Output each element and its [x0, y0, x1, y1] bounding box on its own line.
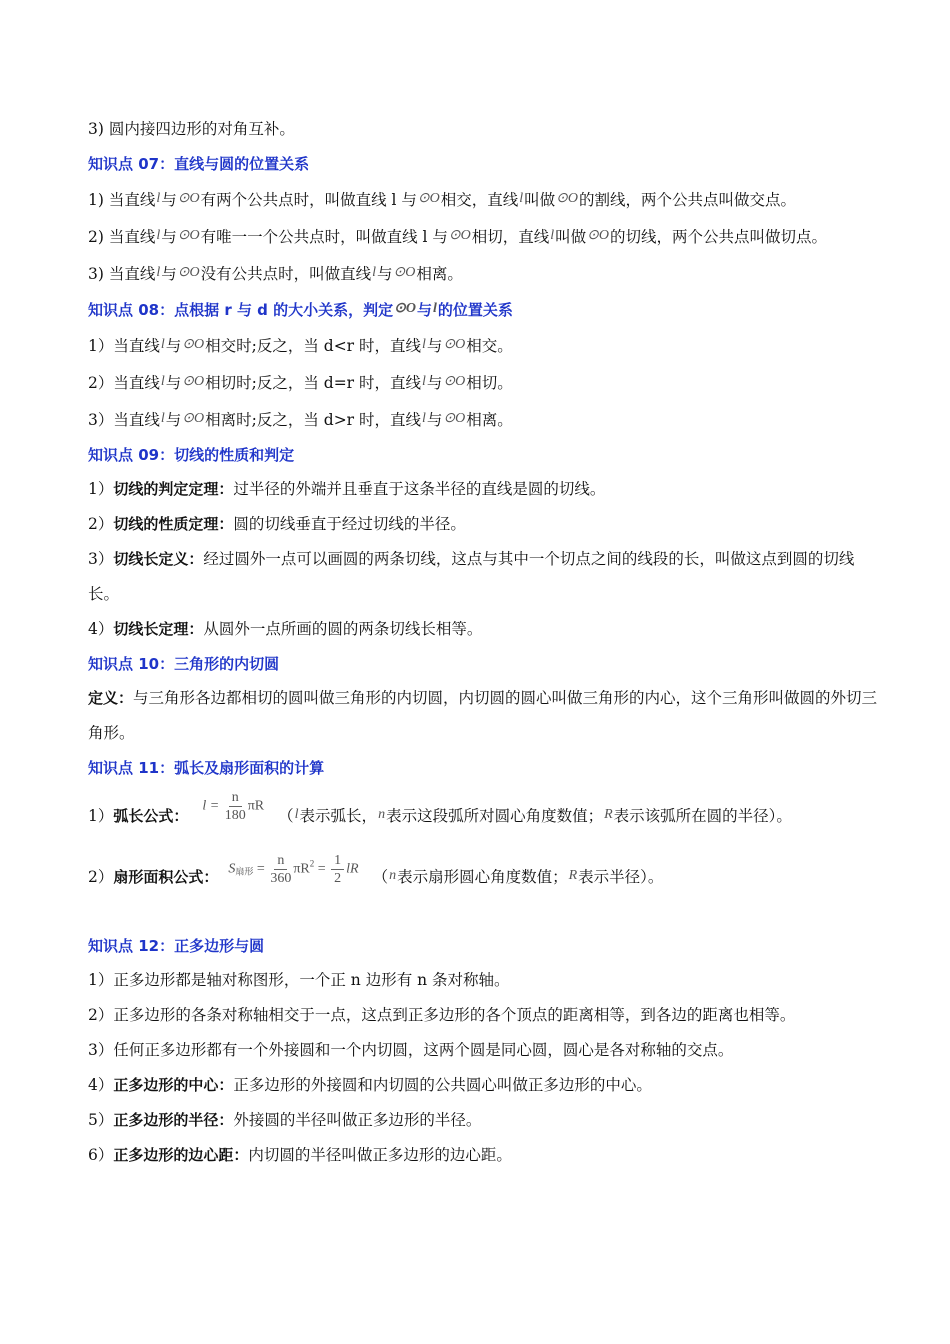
term: 定义： — [88, 689, 134, 707]
paragraph: 1）当直线l与⊙O相交时;反之，当 d<r 时，直线l与⊙O相交。 — [88, 337, 513, 355]
circle-o-symbol: ⊙O — [448, 228, 471, 243]
line-l-symbol: l — [422, 337, 426, 352]
term: 正多边形的半径： — [113, 1111, 234, 1129]
paragraph: 6）正多边形的边心距：内切圆的半径叫做正多边形的边心距。 — [88, 1146, 512, 1164]
line-l-symbol: l — [422, 411, 426, 426]
r-symbol: R — [568, 868, 578, 883]
arc-length-formula-row: 1） 弧长公式： l = $\frac{n}{180}$ πR （l表示弧长，n表示这段弧所对圆心角度数值；R表示该弧所在圆的半径）。 — [88, 789, 792, 825]
circle-o-symbol: ⊙O — [177, 228, 200, 243]
circle-o-symbol: ⊙O — [182, 337, 205, 352]
paragraph: 3）任何正多边形都有一个外接圆和一个内切圆，这两个圆是同心圆，圆心是各对称轴的交点。 — [88, 1041, 734, 1059]
term: 切线的性质定理： — [113, 515, 234, 533]
paragraph: 2）正多边形的各条对称轴相交于一点，这点到正多边形的各个顶点的距离相等，到各边的距离也相等。 — [88, 1006, 796, 1024]
paragraph: 3) 圆内接四边形的对角互补。 — [88, 120, 295, 138]
line-l-symbol: l — [156, 191, 161, 206]
arc-length-formula: l = $\frac{n}{180}$ πR — [202, 789, 265, 823]
paragraph: 2）切线的性质定理：圆的切线垂直于经过切线的半径。 — [88, 515, 466, 533]
paragraph: 4）正多边形的中心：正多边形的外接圆和内切圆的公共圆心叫做正多边形的中心。 — [88, 1076, 652, 1094]
sector-area-formula: $S_{扇形}$ = $\frac{n}{360}$ $\pi R^2$ = $\frac{1}{2}$ lR — [228, 852, 359, 886]
line-l-symbol: l — [160, 374, 165, 389]
line-l-symbol: l — [422, 374, 426, 389]
document-body — [88, 112, 878, 1173]
line-l-symbol: l — [156, 265, 161, 280]
line-l-symbol: l — [432, 301, 437, 316]
section-heading-11: 知识点 11：弧长及扇形面积的计算 — [88, 759, 325, 777]
line-l-symbol: l — [372, 265, 376, 280]
circle-o-symbol: ⊙O — [182, 411, 205, 426]
circle-o-symbol: ⊙O — [182, 374, 205, 389]
line-l-symbol: l — [156, 228, 161, 243]
line-l-symbol: l — [160, 411, 165, 426]
n-symbol: n — [389, 868, 397, 883]
circle-o-symbol: ⊙O — [393, 265, 416, 280]
circle-o-symbol: ⊙O — [394, 301, 416, 316]
line-l-symbol: l — [294, 807, 299, 822]
paragraph: 2) 当直线l与⊙O有唯一一个公共点时，叫做直线 l 与⊙O相切，直线l叫做⊙O的切线，两个公共点叫做切点。 — [88, 228, 828, 246]
circle-o-symbol: ⊙O — [587, 228, 610, 243]
circle-o-symbol: ⊙O — [177, 265, 200, 280]
term: 正多边形的边心距： — [113, 1146, 249, 1164]
section-heading-08: 知识点 08：点根据 r 与 d 的大小关系，判定⊙O与l的位置关系 — [88, 301, 513, 319]
paragraph: 3）切线长定义：经过圆外一点可以画圆的两条切线，这点与其中一个切点之间的线段的长，叫做这点到圆的切线长。 — [88, 550, 855, 603]
circle-o-symbol: ⊙O — [417, 191, 440, 206]
section-heading-09: 知识点 09：切线的性质和判定 — [88, 446, 295, 464]
paragraph: 5）正多边形的半径：外接圆的半径叫做正多边形的半径。 — [88, 1111, 482, 1129]
term: 切线长定理： — [113, 620, 204, 638]
section-heading-10: 知识点 10：三角形的内切圆 — [88, 655, 280, 673]
line-l-symbol: l — [160, 337, 165, 352]
line-l-symbol: l — [550, 228, 555, 243]
section-heading-12: 知识点 12：正多边形与圆 — [88, 937, 265, 955]
term: 扇形面积公式： — [113, 867, 219, 886]
sector-area-formula-row: 2） 扇形面积公式： $S_{扇形}$ = $\frac{n}{360}$ $\pi R^2$ = $\frac{1}{2}$ lR （n表示扇形圆心角度数值；R表示半径）。 — [88, 852, 664, 886]
circle-o-symbol: ⊙O — [556, 191, 579, 206]
paragraph: 3）当直线l与⊙O相离时;反之，当 d>r 时，直线l与⊙O相离。 — [88, 411, 513, 429]
paragraph: 定义：与三角形各边都相切的圆叫做三角形的内切圆，内切圆的圆心叫做三角形的内心，这个三角形叫做圆的外切三角形。 — [88, 689, 878, 742]
n-symbol: n — [378, 807, 386, 822]
section-heading-07: 知识点 07：直线与圆的位置关系 — [88, 155, 310, 173]
term: 切线的判定定理： — [113, 480, 234, 498]
term: 弧长公式： — [113, 806, 189, 825]
r-symbol: R — [604, 807, 613, 822]
paragraph: 3) 当直线l与⊙O没有公共点时，叫做直线l与⊙O相离。 — [88, 265, 463, 283]
circle-o-symbol: ⊙O — [443, 374, 466, 389]
paragraph: 1) 当直线l与⊙O有两个公共点时，叫做直线 l 与⊙O相交，直线l叫做⊙O的割线，两个公共点叫做交点。 — [88, 191, 797, 209]
term: 切线长定义： — [113, 550, 204, 568]
circle-o-symbol: ⊙O — [443, 411, 466, 426]
circle-o-symbol: ⊙O — [177, 191, 200, 206]
paragraph: 1）切线的判定定理：过半径的外端并且垂直于这条半径的直线是圆的切线。 — [88, 480, 606, 498]
circle-o-symbol: ⊙O — [443, 337, 466, 352]
paragraph: 1）正多边形都是轴对称图形，一个正 n 边形有 n 条对称轴。 — [88, 971, 510, 989]
term: 正多边形的中心： — [113, 1076, 234, 1094]
paragraph: 2）当直线l与⊙O相切时;反之，当 d=r 时，直线l与⊙O相切。 — [88, 374, 513, 392]
line-l-symbol: l — [519, 191, 524, 206]
paragraph: 4）切线长定理：从圆外一点所画的圆的两条切线长相等。 — [88, 620, 483, 638]
